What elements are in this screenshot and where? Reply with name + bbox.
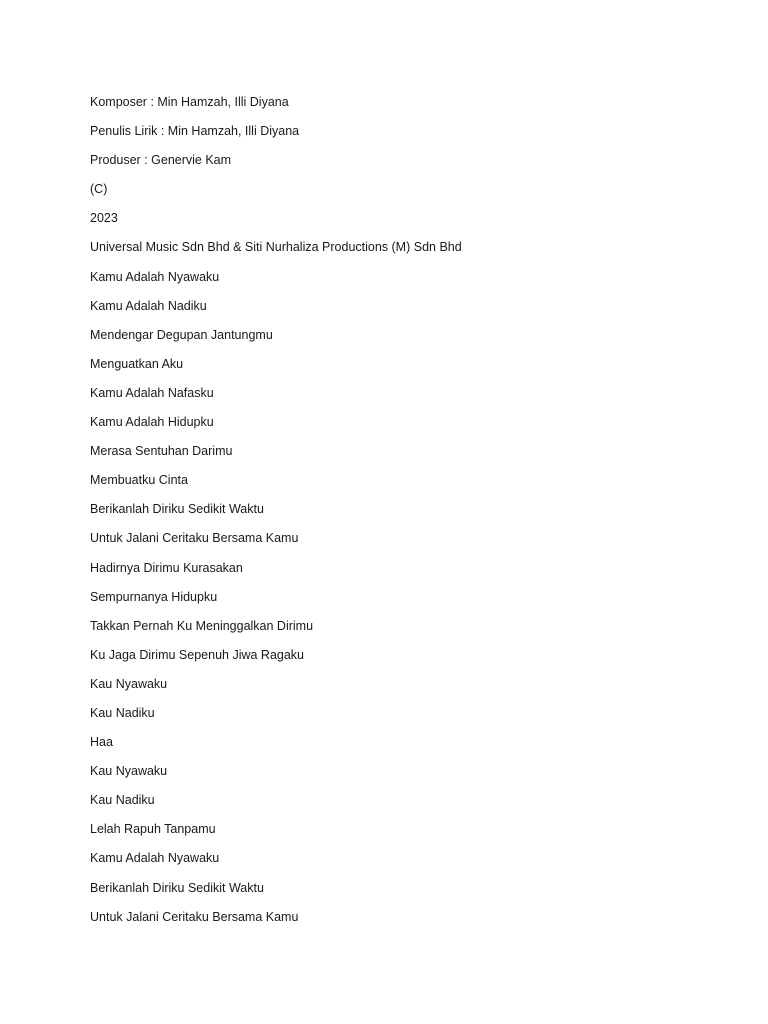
lyric-line: Kau Nyawaku bbox=[90, 676, 168, 691]
lyric-line: Lelah Rapuh Tanpamu bbox=[90, 822, 216, 837]
lyric-line: Kamu Adalah Nyawaku bbox=[90, 269, 220, 284]
lyric-line: Haa bbox=[90, 735, 113, 750]
lyric-line: Untuk Jalani Ceritaku Bersama Kamu bbox=[90, 531, 299, 546]
credit-producer: Produser : Genervie Kam bbox=[90, 153, 232, 168]
lyric-line: Ku Jaga Dirimu Sepenuh Jiwa Ragaku bbox=[90, 647, 305, 662]
lyric-line: Membuatku Cinta bbox=[90, 473, 188, 488]
lyric-line: Sempurnanya Hidupku bbox=[90, 589, 218, 604]
lyric-line: Untuk Jalani Ceritaku Bersama Kamu bbox=[90, 909, 299, 924]
lyric-line: Berikanlah Diriku Sedikit Waktu bbox=[90, 880, 264, 895]
copyright-year: 2023 bbox=[90, 211, 118, 226]
lyric-line: Merasa Sentuhan Darimu bbox=[90, 444, 233, 459]
lyric-line: Menguatkan Aku bbox=[90, 356, 184, 371]
lyric-line: Mendengar Degupan Jantungmu bbox=[90, 327, 273, 342]
credit-composer: Komposer : Min Hamzah, Illi Diyana bbox=[90, 95, 289, 109]
lyric-line: Berikanlah Diriku Sedikit Waktu bbox=[90, 502, 264, 517]
copyright-symbol: (C) bbox=[90, 182, 108, 197]
copyright-holder: Universal Music Sdn Bhd & Siti Nurhaliza Productions (M) Sdn Bhd bbox=[90, 240, 462, 255]
credit-lyricist: Penulis Lirik : Min Hamzah, Illi Diyana bbox=[90, 124, 300, 139]
lyric-line: Kamu Adalah Hidupku bbox=[90, 415, 214, 430]
lyric-line: Hadirnya Dirimu Kurasakan bbox=[90, 560, 243, 575]
lyric-line: Kamu Adalah Nyawaku bbox=[90, 851, 220, 866]
lyric-line: Kau Nyawaku bbox=[90, 764, 168, 779]
lyrics-text-block bbox=[90, 92, 730, 936]
lyric-line: Takkan Pernah Ku Meninggalkan Dirimu bbox=[90, 618, 314, 633]
lyric-line: Kamu Adalah Nadiku bbox=[90, 298, 207, 313]
lyric-line: Kau Nadiku bbox=[90, 793, 155, 808]
lyric-line: Kamu Adalah Nafasku bbox=[90, 385, 214, 400]
lyric-line: Kau Nadiku bbox=[90, 705, 155, 720]
